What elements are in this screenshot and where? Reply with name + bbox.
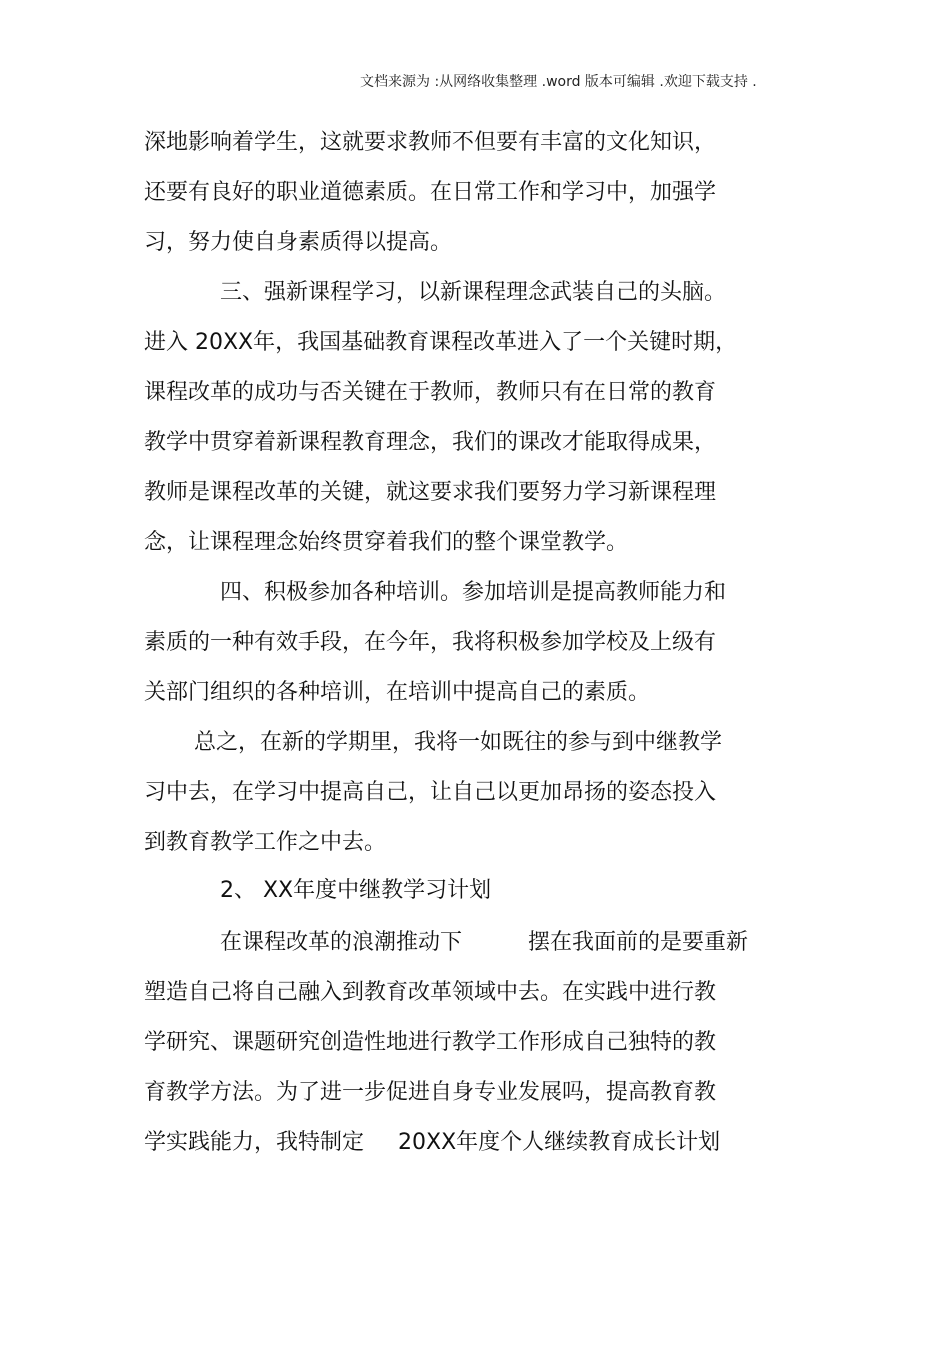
paragraph-line: 习中去，在学习中提高自己，让自己以更加昂扬的姿态投入	[144, 780, 717, 805]
paragraph-line: 进入 20XX年，我国基础教育课程改革进入了一个关键时期，	[144, 330, 738, 355]
paragraph-line: 素质的一种有效手段，在今年，我将积极参加学校及上级有	[144, 630, 717, 655]
paragraph-line: 教师是课程改革的关键，就这要求我们要努力学习新课程理	[144, 480, 717, 505]
paragraph-line: 教学中贯穿着新课程教育理念，我们的课改才能取得成果，	[144, 430, 717, 455]
paragraph-line	[144, 1130, 720, 1156]
line-segment: 摆在我面前的是要重新	[528, 930, 749, 955]
paragraph-line: 学研究、课题研究创造性地进行教学工作形成自己独特的教	[144, 1030, 717, 1055]
paragraph-line: 深地影响着学生，这就要求教师不但要有丰富的文化知识，	[144, 130, 717, 155]
page-header: 文档来源为 :从网络收集整理 .word 版本可编辑 .欢迎下载支持 .	[360, 74, 757, 90]
paragraph-line: 育教学方法。为了进一步促进自身专业发展吗，提高教育教	[144, 1080, 717, 1105]
paragraph-line	[220, 930, 748, 956]
paragraph-line: 还要有良好的职业道德素质。在日常工作和学习中，加强学	[144, 180, 717, 205]
section-title-plan: 2、 XX年度中继教学习计划	[220, 878, 492, 903]
paragraph-line: 塑造自己将自己融入到教育改革领域中去。在实践中进行教	[144, 980, 717, 1005]
paragraph-line: 课程改革的成功与否关键在于教师，教师只有在日常的教育	[144, 380, 717, 405]
line-segment: 在课程改革的浪潮推动下	[220, 930, 463, 955]
paragraph-line: 到教育教学工作之中去。	[144, 830, 387, 855]
line-segment: 20XX年度个人继续教育成长计划	[398, 1130, 721, 1155]
section-heading-4: 四、积极参加各种培训。参加培训是提高教师能力和	[220, 580, 727, 605]
summary-paragraph: 总之，在新的学期里，我将一如既往的参与到中继教学	[194, 730, 723, 755]
line-segment: 学实践能力，我特制定	[144, 1130, 365, 1155]
paragraph-line: 习，努力使自身素质得以提高。	[144, 230, 453, 255]
paragraph-line: 关部门组织的各种培训，在培训中提高自己的素质。	[144, 680, 651, 705]
section-heading-3: 三、强新课程学习，以新课程理念武装自己的头脑。	[220, 280, 727, 305]
paragraph-line: 念，让课程理念始终贯穿着我们的整个课堂教学。	[144, 530, 629, 555]
